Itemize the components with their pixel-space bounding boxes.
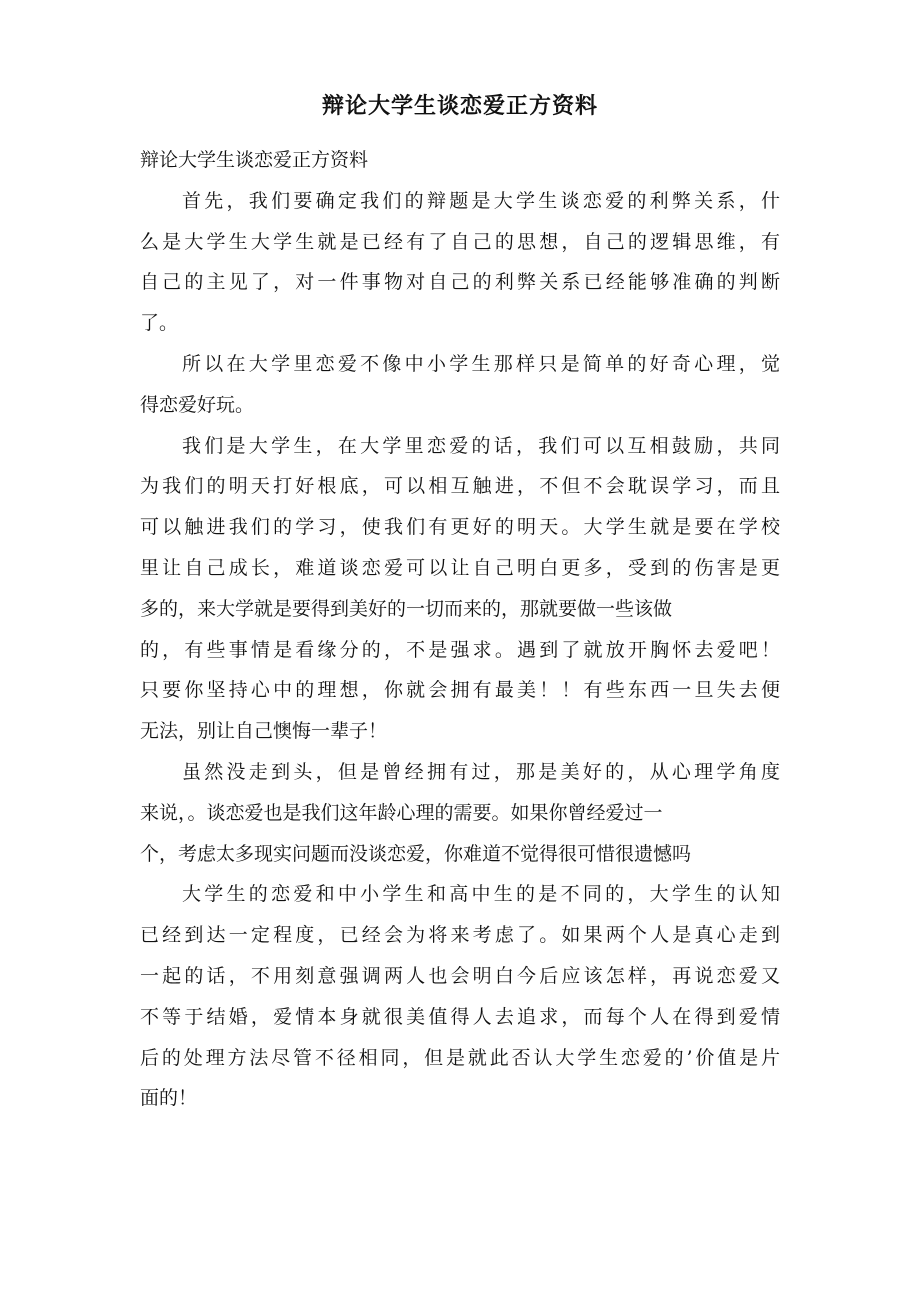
paragraph-line: 个，考虑太多现实问题而没谈恋爱，你难道不觉得很可惜很遗憾吗 bbox=[140, 842, 692, 865]
paragraph-line: 后的处理方法尽管不径相同，但是就此否认大学生恋爱的’价值是片 bbox=[140, 1046, 780, 1069]
paragraph-line: 为我们的明天打好根底，可以相互触进，不但不会耽误学习，而且 bbox=[140, 475, 780, 498]
document-body bbox=[140, 140, 780, 1119]
paragraph-line: 只要你坚持心中的理想，你就会拥有最美！！有些东西一旦失去便 bbox=[140, 679, 780, 702]
paragraph-line: 大学生的恋爱和中小学生和高中生的是不同的，大学生的认知 bbox=[182, 883, 780, 906]
document-title: 辩论大学生谈恋爱正方资料 bbox=[321, 93, 598, 119]
paragraph-line: 了。 bbox=[140, 312, 179, 335]
paragraph-line: 首先，我们要确定我们的辩题是大学生谈恋爱的利弊关系，什 bbox=[182, 189, 780, 212]
paragraph-line: 虽然没走到头，但是曾经拥有过，那是美好的，从心理学角度 bbox=[182, 760, 780, 783]
paragraph-line: 可以触进我们的学习，使我们有更好的明天。大学生就是要在学校 bbox=[140, 516, 780, 539]
document-subtitle: 辩论大学生谈恋爱正方资料 bbox=[140, 149, 369, 171]
paragraph-line: 么是大学生大学生就是已经有了自己的思想，自己的逻辑思维，有 bbox=[140, 230, 780, 253]
paragraph-line: 面的！ bbox=[140, 1087, 198, 1110]
paragraph-line: 不等于结婚，爱情本身就很美值得人去追求，而每个人在得到爱情 bbox=[140, 1005, 780, 1028]
paragraph-line: 得恋爱好玩。 bbox=[140, 393, 255, 416]
paragraph-line: 的，有些事情是看缘分的，不是强求。遇到了就放开胸怀去爱吧！ bbox=[140, 638, 780, 661]
paragraph-line: 里让自己成长，难道谈恋爱可以让自己明白更多，受到的伤害是更 bbox=[140, 556, 780, 579]
paragraph-line: 所以在大学里恋爱不像中小学生那样只是简单的好奇心理，觉 bbox=[182, 352, 780, 375]
paragraph-line: 已经到达一定程度，已经会为将来考虑了。如果两个人是真心走到 bbox=[140, 924, 780, 947]
paragraph-line: 我们是大学生，在大学里恋爱的话，我们可以互相鼓励，共同 bbox=[182, 434, 780, 457]
paragraph-line: 多的，来大学就是要得到美好的一切而来的，那就要做一些该做 bbox=[140, 597, 673, 620]
paragraph-line: 无法，别让自己懊悔一辈子！ bbox=[140, 720, 388, 743]
paragraph-line: 一起的话，不用刻意强调两人也会明白今后应该怎样，再说恋爱又 bbox=[140, 964, 780, 987]
paragraph-line: 自己的主见了，对一件事物对自己的利弊关系已经能够准确的判断 bbox=[140, 271, 780, 294]
paragraph-line: 来说，。谈恋爱也是我们这年龄心理的需要。如果你曾经爱过一 bbox=[140, 801, 663, 824]
